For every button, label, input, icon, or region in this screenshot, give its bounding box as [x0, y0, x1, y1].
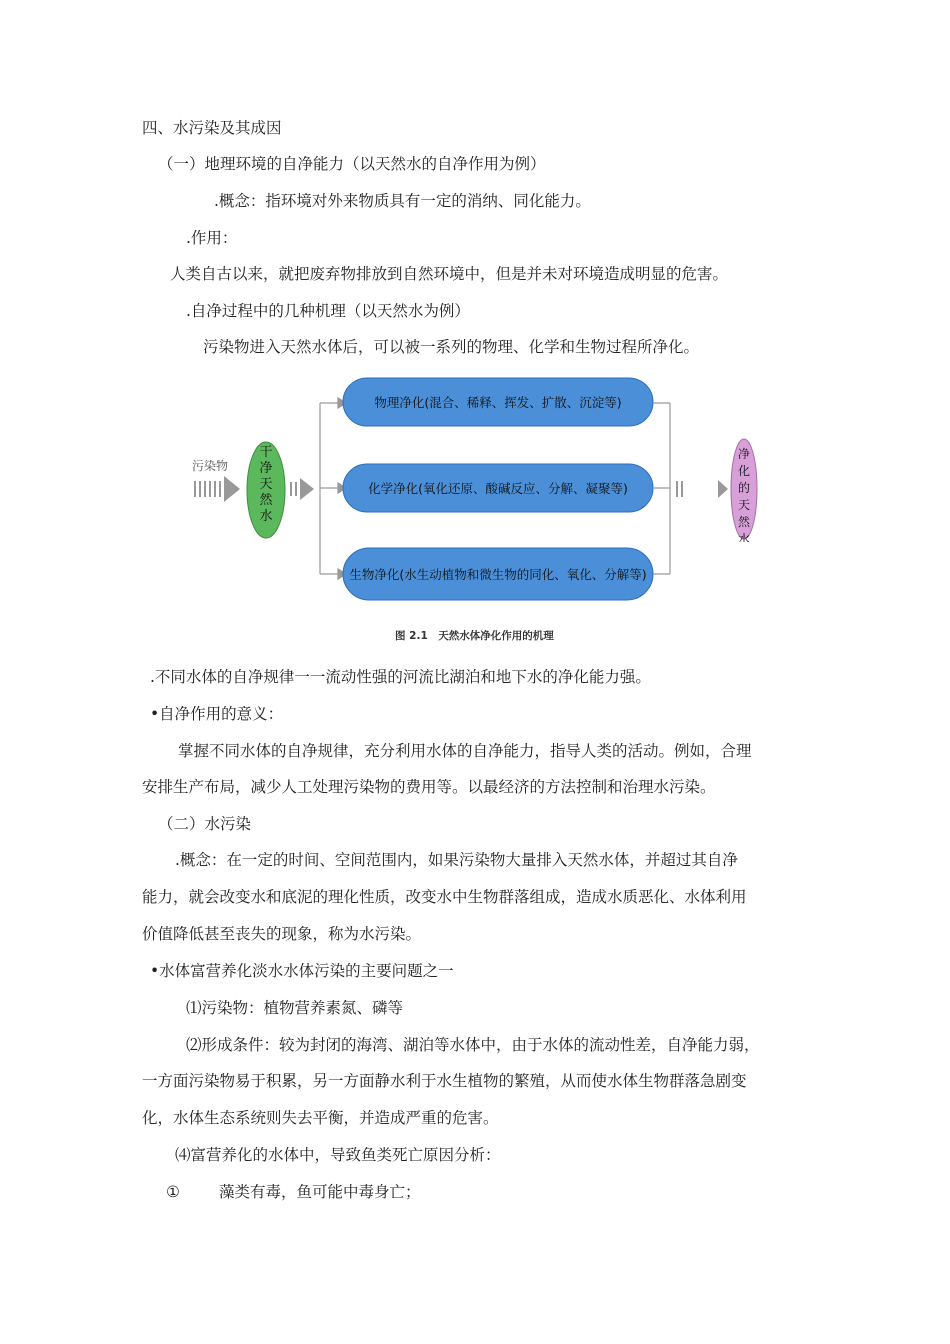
merge-lines: [653, 403, 670, 574]
process-physical: [343, 378, 653, 426]
output-node-shape: [718, 436, 758, 542]
role-text: 人类自古以来，就把废弃物排放到自然环境中，但是并未对环境造成明显的危害。: [170, 265, 729, 283]
process-biological: [343, 548, 653, 600]
pollutant-arrow: [194, 476, 240, 502]
figure-caption: 图 2.1 天然水体净化作用的机理: [395, 630, 554, 642]
self-purification-rule: .不同水体的自净规律一一流动性强的河流比湖泊和地下水的净化能力强。: [150, 668, 651, 686]
role-label: .作用：: [186, 229, 238, 247]
output-arrow: [676, 481, 683, 497]
process-physical-label: 物理净化(混合、稀释、挥发、扩散、沉淀等): [374, 395, 622, 410]
significance-line-1: 掌握不同水体的自净规律，充分利用水体的自净能力，指导人类的活动。例如，合理: [178, 742, 752, 760]
section-2-title: （二）水污染: [158, 815, 252, 833]
eutrophication-item-4: ⑷富营养化的水体中，导致鱼类死亡原因分析：: [175, 1146, 501, 1164]
mechanism-title: .自净过程中的几种机理（以天然水为例）: [186, 302, 470, 320]
output-node: [718, 436, 758, 542]
heading-4: 四、水污染及其成因: [142, 119, 282, 137]
concept-2-line-1: .概念：在一定的时间、空间范围内，如果污染物大量排入天然水体，并超过其自净: [175, 851, 738, 869]
concept-2-line-2: 能力，就会改变水和底泥的理化性质，改变水中生物群落组成，造成水质恶化、水体利用: [142, 888, 747, 906]
eutrophication-title: •水体富营养化淡水水体污染的主要问题之一: [150, 962, 454, 980]
concept-2-line-3: 价值降低甚至丧失的现象，称为水污染。: [142, 925, 422, 943]
eutrophication-item-1: ⑴污染物：植物营养素氮、磷等: [186, 999, 404, 1017]
eutrophication-item-2-line-2: 一方面污染物易于积累，另一方面静水利于水生植物的繁殖，从而使水体生物群落急剧变: [142, 1072, 747, 1090]
fish-cause-1-text: 藻类有毒，鱼可能中毒身亡；: [219, 1183, 421, 1201]
purification-figure: [180, 368, 690, 650]
section-1-title: （一）地理环境的自净能力（以天然水的自净作用为例）: [158, 155, 546, 173]
branch-lines: [320, 398, 346, 579]
mechanism-text: 污染物进入天然水体后，可以被一系列的物理、化学和生物过程所净化。: [203, 338, 700, 356]
significance-line-2: 安排生产布局，减少人工处理污染物的费用等。以最经济的方法控制和治理水污染。: [142, 778, 716, 796]
input-node-label: 干净天然水: [259, 445, 273, 524]
branch-arrow: [290, 478, 314, 500]
process-chemical: [343, 464, 653, 512]
output-node-label: 净化的天然水: [737, 447, 751, 542]
concept-1: .概念：指环境对外来物质具有一定的消纳、同化能力。: [214, 192, 591, 210]
process-biological-label: 生物净化(水生动植物和微生物的同化、氧化、分解等): [349, 567, 647, 582]
process-chemical-label: 化学净化(氧化还原、酸碱反应、分解、凝聚等): [368, 481, 628, 496]
input-node: [247, 442, 285, 538]
eutrophication-item-2-line-3: 化，水体生态系统则失去平衡，并造成严重的危害。: [142, 1109, 499, 1127]
significance-title: •自净作用的意义：: [150, 705, 284, 723]
purification-diagram: [180, 368, 690, 650]
pollutant-label: 污染物: [192, 459, 229, 473]
fish-cause-1-number: ①: [166, 1183, 180, 1201]
eutrophication-item-2-line-1: ⑵形成条件：较为封闭的海湾、湖泊等水体中，由于水体的流动性差，自净能力弱，: [186, 1036, 760, 1054]
